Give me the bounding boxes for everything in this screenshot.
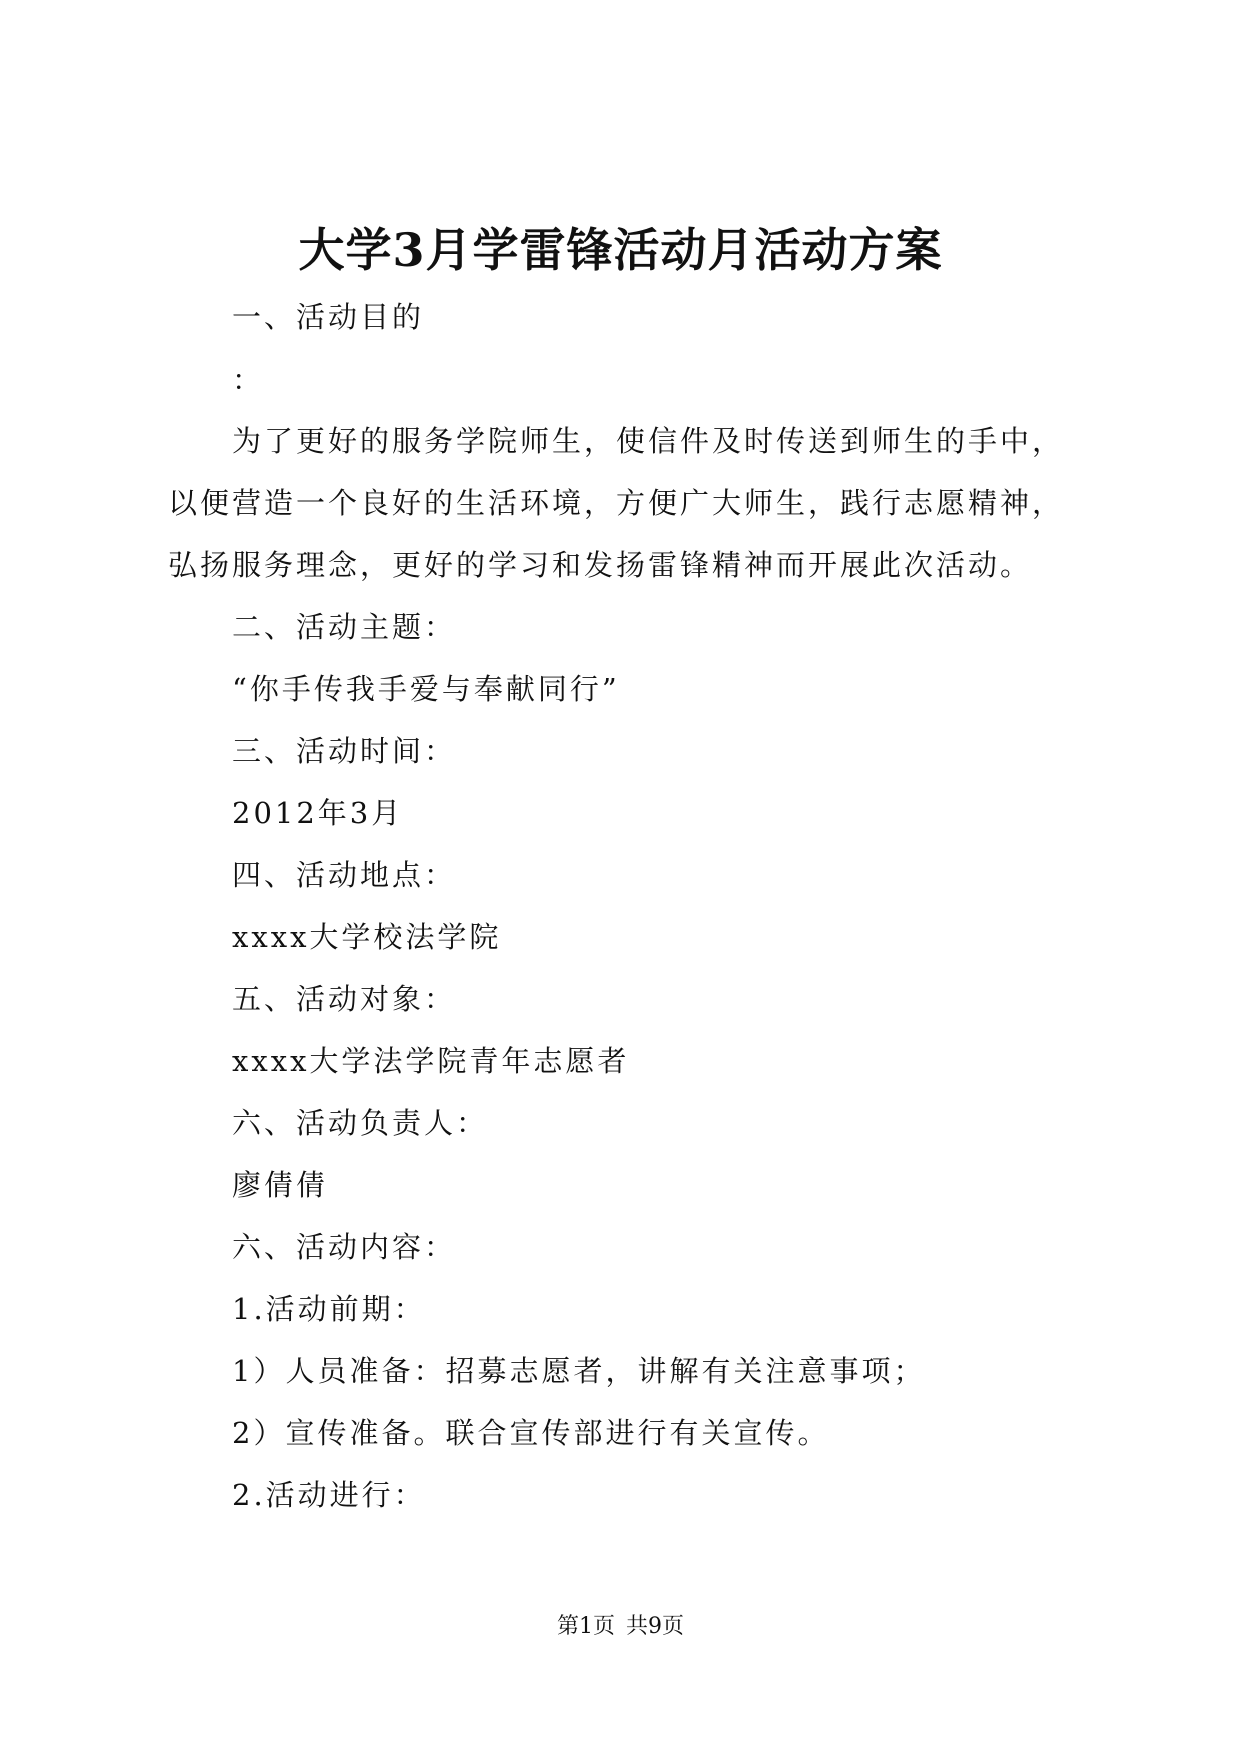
page-total: 共9页 [626,1614,684,1639]
section-heading-location: 四、活动地点： [232,858,457,892]
section-heading-content: 六、活动内容： [232,1230,457,1264]
section-heading-audience: 五、活动对象： [232,982,457,1016]
document-title: 大学3月学雷锋活动月活动方案 [298,223,943,277]
page-footer [0,1612,1241,1642]
paragraph-line: 弘扬服务理念，更好的学习和发扬雷锋精神而开展此次活动。 [168,548,1033,582]
lead-text: 廖倩倩 [232,1168,329,1202]
theme-text: “你手传我手爱与奉献同行” [232,672,620,706]
section-heading-theme: 二、活动主题： [232,610,457,644]
page-number: 第1页 [557,1614,615,1639]
section-heading-purpose: 一、活动目的 [232,300,425,334]
paragraph-line: 为了更好的服务学院师生，使信件及时传送到师生的手中， [232,424,1065,458]
paragraph-line: 以便营造一个良好的生活环境，方便广大师生，践行志愿精神， [168,486,1065,520]
colon-line: ： [232,363,265,397]
location-text: xxxx大学校法学院 [232,920,502,954]
content-item: 2.活动进行： [232,1478,426,1512]
content-item: 2）宣传准备。联合宣传部进行有关宣传。 [232,1416,830,1450]
section-heading-time: 三、活动时间： [232,734,457,768]
content-item: 1）人员准备：招募志愿者，讲解有关注意事项； [232,1354,926,1388]
content-item: 1.活动前期： [232,1292,426,1326]
audience-text: xxxx大学法学院青年志愿者 [232,1044,630,1078]
time-text: 2012年3月 [232,796,404,830]
section-heading-lead: 六、活动负责人： [232,1106,489,1140]
